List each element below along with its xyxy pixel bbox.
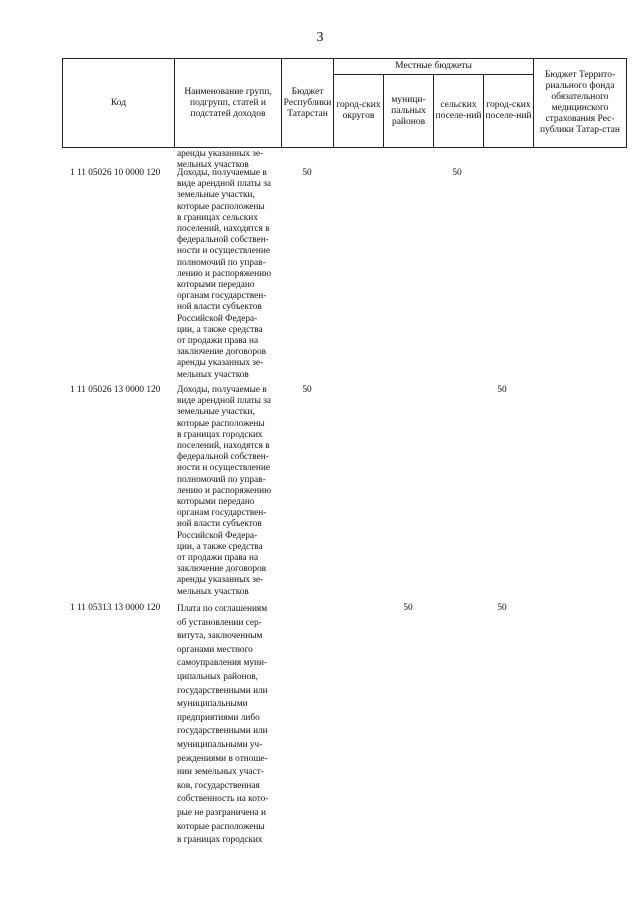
row-name: Доходы, получаемые в виде арендной платы за земельные участки, которые расположены в границах городских поселений, находятся в федеральной собствен- ности и осуществление полномочий по управ- лению и распоряжению которыми передано органам государствен- ной власти субъектов Российской Федера- ции, а также средства от продажи права на заключение договоров аренды указанных зе- мельных участков — [177, 385, 272, 597]
row-code: 1 11 05026 13 0000 120 — [70, 385, 161, 395]
page-number: 3 — [316, 30, 324, 45]
header-code: Код — [110, 97, 127, 108]
row-name: Плата по соглашениям об установлении сер- витута, заключенным органами местного самоуправления муни- ципальных районов, государственными или муниципальными предприятиями либо государственными или муниципальными уч- реждениями в отноше- нии земельных участ- ков, государственная собственность на кото- рые не разграничена и которые расположены в границах городских — [177, 604, 269, 846]
header-rural-settlements: сельских поселе-ний — [435, 100, 482, 121]
header-urban-settlements: город-ских поселе-ний — [485, 100, 532, 121]
row-name: Доходы, получаемые в виде арендной платы за земельные участки, которые расположены в границах сельских поселений, находятся в федеральной собствен- ности и осуществление полномочий по управ- лению и распоряжению которыми передано органам государствен- ной власти субъектов Российской Федера- ции, а также средства от продажи права на заключение договоров аренды указанных зе- мельных участков — [177, 168, 272, 380]
row-rt-value: 50 — [302, 385, 312, 395]
row-rt-value: 50 — [302, 168, 312, 178]
row-urban-settlements-value: 50 — [497, 603, 507, 613]
table-header — [62, 58, 627, 148]
row-rural-value: 50 — [452, 168, 462, 178]
header-municipal-districts: муници-пальных районов — [391, 94, 426, 127]
header-urban-districts: город-ских округов — [336, 100, 381, 121]
row-code: 1 11 05026 10 0000 120 — [70, 168, 161, 178]
header-name: Наименование групп, подгрупп, статей и подстатей доходов — [184, 86, 272, 119]
row-municipal-value: 50 — [403, 603, 413, 613]
continuation-text: аренды указанных зе- мельных участков — [177, 149, 264, 171]
row-code: 1 11 05313 13 0000 120 — [70, 603, 161, 613]
header-health-fund: Бюджет Террито-риального фонда обязательного медицинского страхования Рес-публики Татар-стан — [540, 70, 620, 135]
row-urban-settlements-value: 50 — [497, 385, 507, 395]
header-local-budgets: Местные бюджеты — [395, 61, 472, 71]
header-rt-budget: Бюджет Республики Татарстан — [283, 86, 332, 119]
